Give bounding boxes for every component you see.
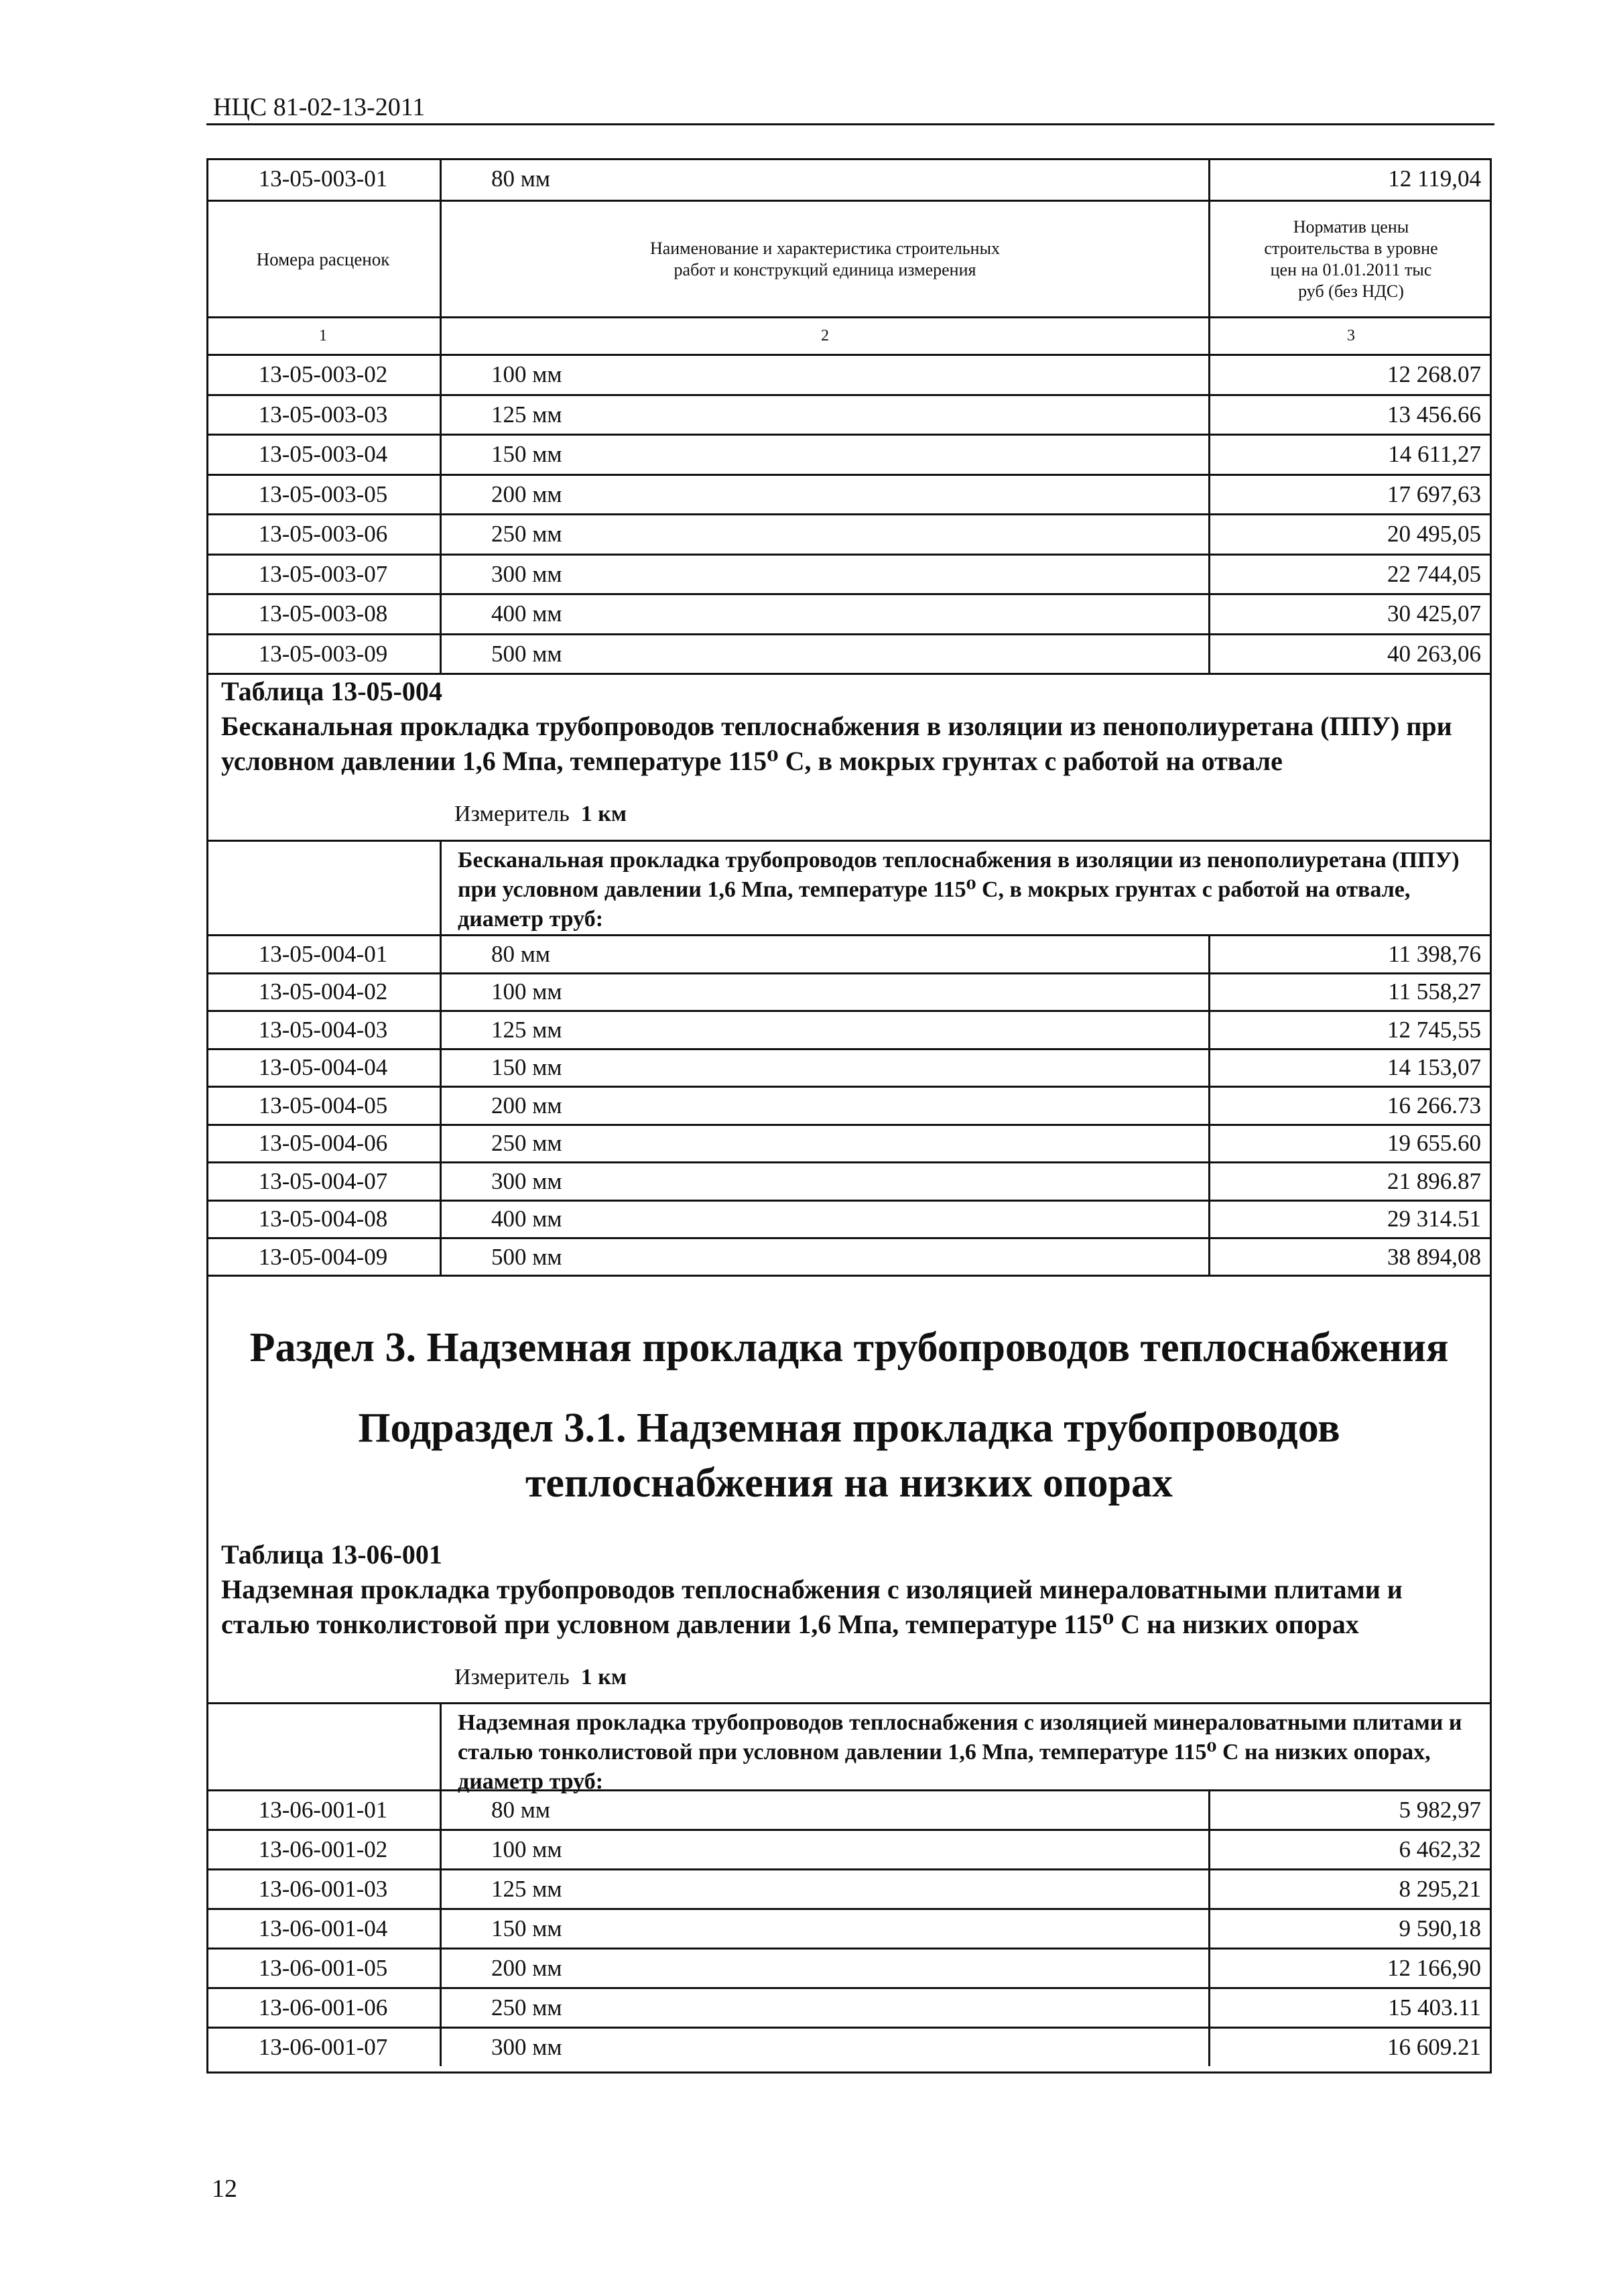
table-row bbox=[206, 1948, 1492, 1987]
table-row bbox=[206, 1829, 1492, 1868]
row-value: 11 398,76 bbox=[1208, 936, 1492, 972]
table-header-numbers bbox=[206, 316, 1492, 354]
row-code: 13-06-001-04 bbox=[258, 1915, 388, 1941]
table-row bbox=[206, 633, 1492, 674]
table-row bbox=[206, 593, 1492, 633]
header-num-1: 1 bbox=[319, 327, 327, 344]
table-row bbox=[206, 513, 1492, 554]
table-row bbox=[206, 1237, 1492, 1275]
row-value: 16 266.73 bbox=[1208, 1088, 1492, 1124]
row-value: 8 295,21 bbox=[1208, 1870, 1492, 1908]
row-value: 13 456.66 bbox=[1208, 396, 1492, 434]
row-code: 13-05-003-06 bbox=[258, 521, 388, 548]
table-row bbox=[206, 1010, 1492, 1048]
doc-header: НЦС 81-02-13-2011 bbox=[213, 93, 426, 121]
subsection-title-line2: теплоснабжения на низких опорах bbox=[525, 1460, 1173, 1506]
header-num-2: 2 bbox=[440, 318, 1208, 354]
row-code: 13-05-003-05 bbox=[258, 481, 388, 507]
table-row bbox=[206, 1789, 1492, 1829]
row-code: 13-06-001-03 bbox=[258, 1876, 388, 1902]
table-row bbox=[206, 1161, 1492, 1200]
row-name: 300 мм bbox=[440, 556, 1208, 594]
row-code: 13-05-004-07 bbox=[258, 1167, 388, 1194]
header-rule bbox=[206, 123, 1494, 125]
row-code: 13-05-003-08 bbox=[258, 600, 388, 627]
subsection-title-line1: Подраздел 3.1. Надземная прокладка трубопроводов bbox=[358, 1405, 1340, 1451]
row-code: 13-05-004-04 bbox=[258, 1054, 388, 1081]
table-row bbox=[206, 554, 1492, 594]
row-code: 13-05-003-02 bbox=[258, 361, 388, 388]
row-value: 29 314.51 bbox=[1208, 1202, 1492, 1238]
table-row bbox=[206, 972, 1492, 1011]
row-value: 15 403.11 bbox=[1208, 1989, 1492, 2027]
row-value: 6 462,32 bbox=[1208, 1831, 1492, 1868]
table-row bbox=[206, 1086, 1492, 1124]
row-name: 300 мм bbox=[440, 2029, 1208, 2066]
header-col-name: Наименование и характеристика строительных работ и конструкций единица измерения bbox=[440, 202, 1208, 316]
table-row bbox=[206, 1200, 1492, 1238]
row-name: 300 мм bbox=[440, 1163, 1208, 1200]
row-name: 200 мм bbox=[440, 1088, 1208, 1124]
table-004-group-row bbox=[206, 840, 1492, 934]
header-col-price: Норматив цены строительства в уровне цен на 01.01.2011 тыс руб (без НДС) bbox=[1208, 202, 1492, 316]
row-code: 13-06-001-07 bbox=[258, 2034, 388, 2060]
row-name: 250 мм bbox=[440, 1989, 1208, 2027]
row-name: 100 мм bbox=[440, 356, 1208, 394]
table-row bbox=[206, 354, 1492, 394]
row-value: 12 268.07 bbox=[1208, 356, 1492, 394]
row-value: 19 655.60 bbox=[1208, 1126, 1492, 1162]
table-006-description: Надземная прокладка трубопроводов теплоснабжения с изоляцией минераловатными плитами и сталью тонколистовой при условном давлении 1,6 Мпа, температуре 115⁰ С на низких опорах bbox=[221, 1574, 1403, 1639]
header-num-3: 3 bbox=[1208, 318, 1492, 354]
table-row bbox=[206, 2027, 1492, 2066]
table-006-group: Надземная прокладка трубопроводов теплоснабжения с изоляцией минераловатными плитами и сталью тонколистовой при условном давлении 1,6 Мпа, температуре 115⁰ С на низких опорах, диаметр труб: bbox=[440, 1704, 1492, 1789]
table-004-unit bbox=[454, 802, 627, 827]
row-value: 20 495,05 bbox=[1208, 515, 1492, 554]
row-value: 11 558,27 bbox=[1208, 974, 1492, 1011]
table-row bbox=[206, 394, 1492, 434]
table-row bbox=[206, 1048, 1492, 1086]
table-row bbox=[206, 934, 1492, 972]
table-row bbox=[206, 474, 1492, 514]
row-value: 12 745,55 bbox=[1208, 1012, 1492, 1048]
row-code: 13-05-004-02 bbox=[258, 978, 388, 1005]
row-name: 200 мм bbox=[440, 1950, 1208, 1987]
row-value: 22 744,05 bbox=[1208, 556, 1492, 594]
row-name: 100 мм bbox=[440, 974, 1208, 1011]
row-name: 500 мм bbox=[440, 1239, 1208, 1275]
table-row bbox=[206, 1124, 1492, 1162]
row-code: 13-05-004-09 bbox=[258, 1243, 388, 1270]
table-row bbox=[206, 434, 1492, 474]
row-value: 21 896.87 bbox=[1208, 1163, 1492, 1200]
row-value: 12 119,04 bbox=[1208, 158, 1492, 200]
row-name: 125 мм bbox=[440, 1870, 1208, 1908]
row-value: 9 590,18 bbox=[1208, 1910, 1492, 1948]
row-value: 17 697,63 bbox=[1208, 476, 1492, 514]
row-name: 150 мм bbox=[440, 1050, 1208, 1086]
table-006-group-row bbox=[206, 1702, 1492, 1794]
row-value: 14 611,27 bbox=[1208, 436, 1492, 474]
row-value: 16 609.21 bbox=[1208, 2029, 1492, 2066]
row-code: 13-05-003-09 bbox=[258, 640, 388, 667]
row-value: 30 425,07 bbox=[1208, 595, 1492, 633]
row-name: 250 мм bbox=[440, 515, 1208, 554]
row-name: 125 мм bbox=[440, 1012, 1208, 1048]
unit-label: Измеритель bbox=[454, 802, 570, 826]
row-code: 13-06-001-06 bbox=[258, 1994, 388, 2021]
row-name: 150 мм bbox=[440, 1910, 1208, 1948]
row-name: 500 мм bbox=[440, 635, 1208, 674]
row-value: 14 153,07 bbox=[1208, 1050, 1492, 1086]
row-name: 200 мм bbox=[440, 476, 1208, 514]
table-row bbox=[206, 158, 1492, 200]
row-name: 80 мм bbox=[440, 158, 1208, 200]
row-name: 100 мм bbox=[440, 1831, 1208, 1868]
row-code: 13-06-001-05 bbox=[258, 1955, 388, 1981]
table-006-unit bbox=[454, 1665, 627, 1690]
unit-label: Измеритель bbox=[454, 1665, 570, 1689]
row-name: 80 мм bbox=[440, 936, 1208, 972]
row-code: 13-05-004-03 bbox=[258, 1016, 388, 1043]
table-rule bbox=[206, 1275, 1492, 1277]
page-number: 12 bbox=[212, 2175, 237, 2203]
unit-value: 1 км bbox=[580, 1665, 627, 1689]
unit-value: 1 км bbox=[580, 802, 627, 826]
row-code: 13-05-003-03 bbox=[258, 401, 388, 428]
row-value: 5 982,97 bbox=[1208, 1791, 1492, 1829]
row-code: 13-05-004-08 bbox=[258, 1206, 388, 1232]
table-header bbox=[206, 200, 1492, 316]
row-name: 125 мм bbox=[440, 396, 1208, 434]
section-title: Раздел 3. Надземная прокладка трубопроводов теплоснабжения bbox=[249, 1325, 1449, 1370]
row-name: 80 мм bbox=[440, 1791, 1208, 1829]
row-name: 150 мм bbox=[440, 436, 1208, 474]
row-value: 12 166,90 bbox=[1208, 1950, 1492, 1987]
row-code: 13-06-001-01 bbox=[258, 1797, 388, 1823]
row-code: 13-05-003-07 bbox=[258, 560, 388, 587]
row-code: 13-05-004-05 bbox=[258, 1092, 388, 1119]
row-code: 13-05-003-04 bbox=[258, 441, 388, 468]
header-col-codes: Номера расценок bbox=[256, 249, 390, 269]
table-004-title: Таблица 13-05-004 bbox=[221, 676, 442, 706]
row-value: 38 894,08 bbox=[1208, 1239, 1492, 1275]
row-code: 13-06-001-02 bbox=[258, 1836, 388, 1862]
table-006-title: Таблица 13-06-001 bbox=[221, 1539, 442, 1570]
table-004-group: Бесканальная прокладка трубопроводов теплоснабжения в изоляции из пенополиуретана (ППУ) при условном давлении 1,6 Мпа, температуре 115⁰ С, в мокрых грунтах с работой на отвале, диаметр труб: bbox=[440, 842, 1492, 934]
row-name: 400 мм bbox=[440, 1202, 1208, 1238]
row-code: 13-05-004-01 bbox=[258, 940, 388, 967]
table-row bbox=[206, 1868, 1492, 1908]
row-name: 400 мм bbox=[440, 595, 1208, 633]
table-004-description: Бесканальная прокладка трубопроводов теплоснабжения в изоляции из пенополиуретана (ППУ) при условном давлении 1,6 Мпа, температуре 115⁰ С, в мокрых грунтах с работой на отвале bbox=[221, 711, 1452, 776]
row-code: 13-05-004-06 bbox=[258, 1130, 388, 1157]
table-row bbox=[206, 1987, 1492, 2027]
row-value: 40 263,06 bbox=[1208, 635, 1492, 674]
row-name: 250 мм bbox=[440, 1126, 1208, 1162]
row-code: 13-05-003-01 bbox=[258, 166, 388, 192]
table-row bbox=[206, 1908, 1492, 1948]
